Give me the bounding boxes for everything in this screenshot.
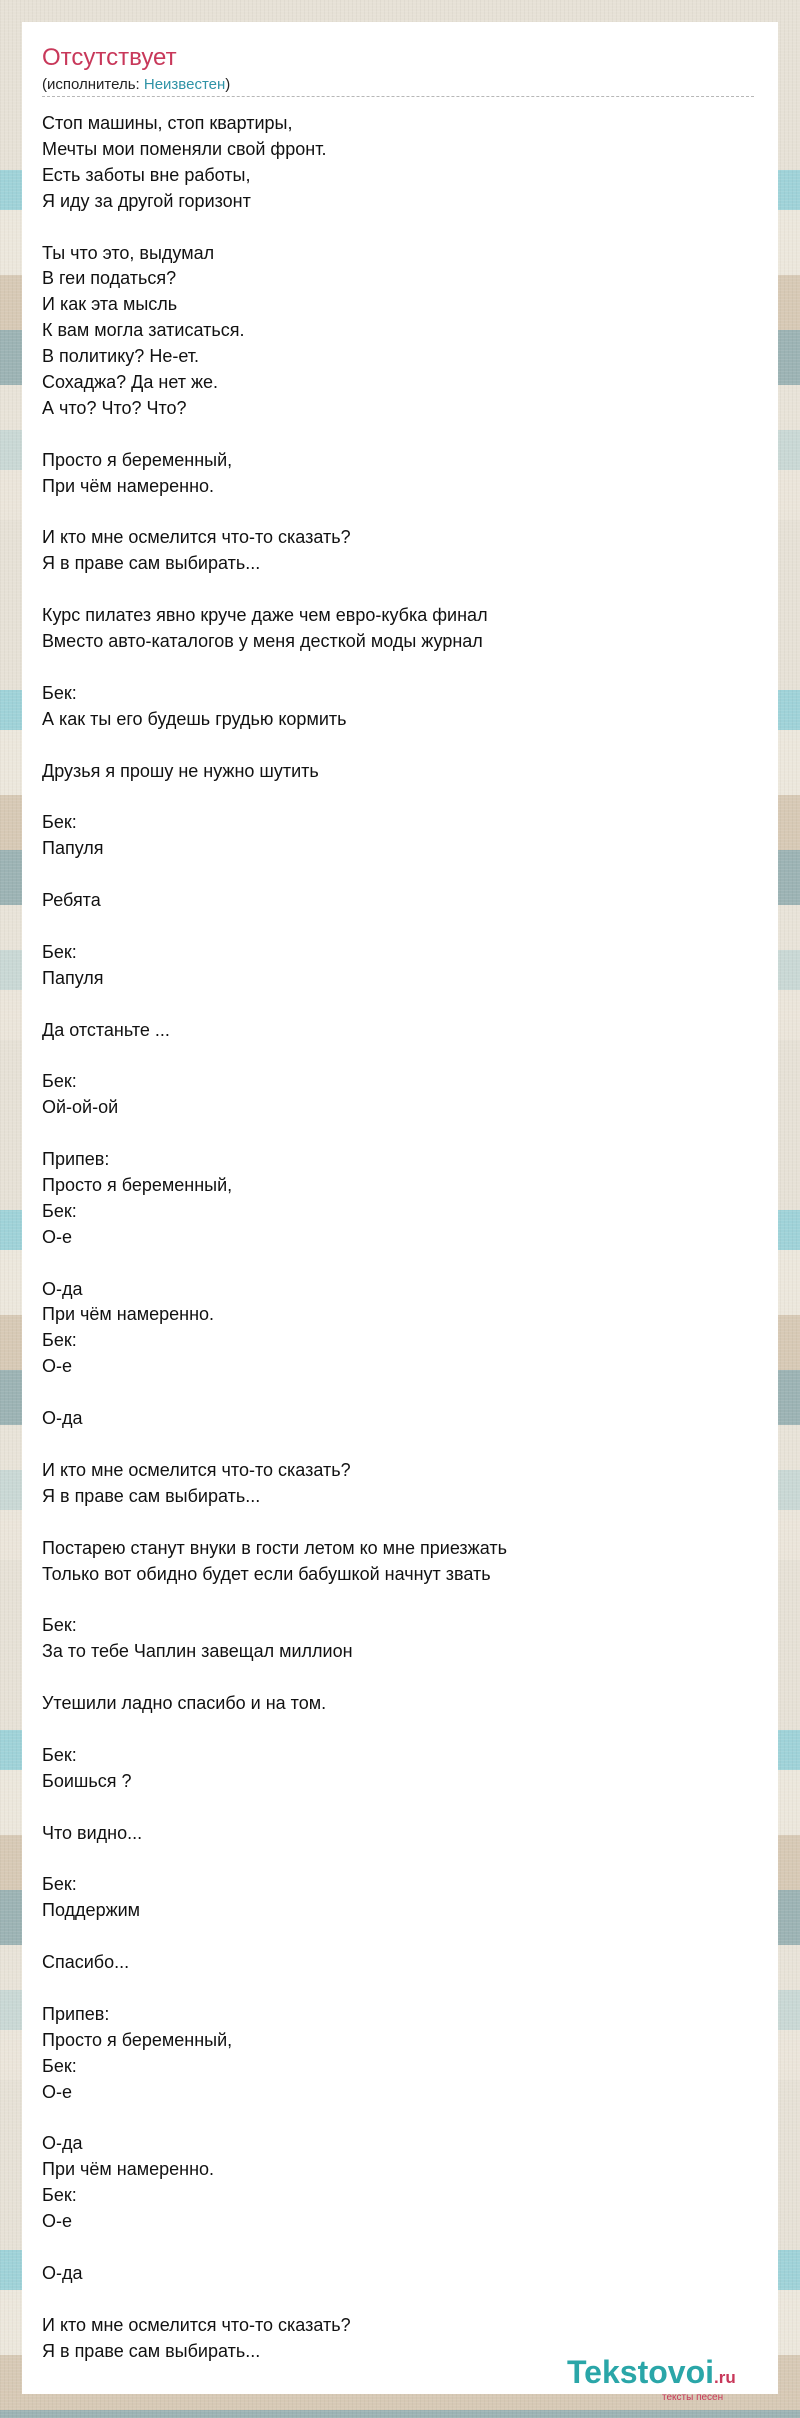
lyric-blank-line — [42, 422, 758, 448]
lyric-line: Просто я беременный, — [42, 2029, 233, 2050]
lyric-line: В политику? Не-ет. — [42, 346, 199, 367]
logo-tagline: тексты песен — [662, 2392, 724, 2403]
lyric-line: О-е — [42, 2211, 73, 2232]
lyric-line: Бек: — [42, 1200, 77, 1221]
lyric-blank-line — [42, 1924, 758, 1950]
lyric-line: Утешили ладно спасибо и на том. — [42, 1693, 327, 1713]
lyric-line: А что? Что? Что? — [42, 397, 187, 418]
lyric-blank-line — [42, 1665, 758, 1691]
lyric-line: Есть заботы вне работы, — [42, 164, 251, 185]
lyric-blank-line — [42, 1510, 758, 1536]
lyric-blank-line — [42, 577, 758, 603]
lyric-line: Просто я беременный, — [42, 449, 233, 470]
lyric-line: Постарею станут внуки в гости летом ко мне приезжать — [42, 1537, 507, 1558]
artist-link[interactable]: Неизвестен — [143, 76, 226, 93]
lyric-line: Что видно... — [42, 1822, 143, 1843]
lyric-blank-line — [42, 655, 758, 681]
lyric-line: И кто мне осмелится что-то сказать? — [42, 527, 351, 548]
logo-domain: .ru — [714, 2368, 736, 2387]
lyric-line: И как эта мысль — [42, 294, 178, 315]
lyric-line: Ой-ой-ой — [42, 1097, 119, 1118]
lyric-line: Ребята — [42, 890, 101, 911]
lyric-blank-line — [42, 992, 758, 1018]
logo-name: Tekstovoi — [567, 2354, 714, 2390]
lyric-line: Бек: — [42, 941, 77, 962]
lyric-line: Бек: — [42, 1615, 77, 1636]
lyric-line: При чём намеренно. — [42, 475, 215, 496]
lyric-blank-line — [42, 1846, 758, 1872]
lyric-line: Я в праве сам выбирать... — [42, 2340, 261, 2361]
lyric-line: Бек: — [42, 1874, 77, 1895]
lyric-line: Спасибо... — [42, 1952, 130, 1972]
lyric-blank-line — [42, 2235, 758, 2261]
lyric-line: А как ты его будешь грудью кормить — [42, 708, 347, 729]
lyric-line: Припев: — [42, 1149, 110, 1170]
lyrics-text — [42, 111, 758, 2364]
lyric-blank-line — [42, 2287, 758, 2313]
lyric-line: И кто мне осмелится что-то сказать? — [42, 2314, 351, 2335]
lyric-line: Да отстаньте ... — [42, 1019, 170, 1040]
lyric-line: О-е — [42, 2081, 73, 2102]
lyric-line: Папуля — [42, 967, 104, 988]
lyric-line: Только вот обидно будет если бабушкой начнут звать — [42, 1563, 491, 1584]
performer-suffix: ) — [225, 76, 231, 93]
lyric-line: О-е — [42, 1226, 73, 1247]
lyric-line: О-да — [42, 1408, 83, 1429]
lyric-line: О-да — [42, 2133, 83, 2154]
lyric-line: Я иду за другой горизонт — [42, 190, 251, 211]
lyric-blank-line — [42, 733, 758, 759]
lyric-line: О-да — [42, 2262, 83, 2283]
lyric-line: При чём намеренно. — [42, 1304, 215, 1325]
lyric-blank-line — [42, 1717, 758, 1743]
lyric-line: Папуля — [42, 838, 104, 859]
lyric-line: Бек: — [42, 2185, 77, 2206]
lyric-line: Боишься ? — [42, 1770, 132, 1791]
lyric-line: Мечты мои поменяли свой фронт. — [42, 138, 327, 159]
lyric-blank-line — [42, 862, 758, 888]
lyric-line: Сохаджа? Да нет же. — [42, 372, 219, 393]
lyric-line: Припев: — [42, 2003, 110, 2024]
title-divider — [42, 96, 754, 97]
lyric-blank-line — [42, 914, 758, 940]
lyric-line: Бек: — [42, 1330, 77, 1351]
lyric-blank-line — [42, 1976, 758, 2002]
performer-prefix: (исполнитель: — [42, 76, 144, 93]
lyric-line: Поддержим — [42, 1900, 141, 1921]
lyric-line: В геи податься? — [42, 268, 177, 289]
lyric-line: Просто я беременный, — [42, 1174, 233, 1195]
lyric-line: О-да — [42, 1278, 83, 1299]
lyric-line: За то тебе Чаплин завещал миллион — [42, 1641, 353, 1662]
lyric-line: О-е — [42, 1356, 73, 1377]
lyric-blank-line — [42, 1432, 758, 1458]
lyric-blank-line — [42, 1251, 758, 1277]
site-logo[interactable] — [567, 2355, 777, 2405]
lyric-line: При чём намеренно. — [42, 2159, 215, 2180]
lyric-line: Я в праве сам выбирать... — [42, 553, 261, 574]
lyric-blank-line — [42, 500, 758, 526]
lyric-line: Я в праве сам выбирать... — [42, 1485, 261, 1506]
lyric-blank-line — [42, 1043, 758, 1069]
lyric-line: Стоп машины, стоп квартиры, — [42, 113, 293, 133]
lyrics-card — [22, 22, 778, 2394]
lyric-line: Курс пилатез явно круче даже чем евро-кубка финал — [42, 605, 488, 626]
lyric-blank-line — [42, 784, 758, 810]
lyric-line: К вам могла затисаться. — [42, 320, 245, 341]
lyric-line: Бек: — [42, 812, 77, 833]
lyric-line: Бек: — [42, 1744, 77, 1765]
lyric-blank-line — [42, 1380, 758, 1406]
lyric-blank-line — [42, 2105, 758, 2131]
lyric-line: И кто мне осмелится что-то сказать? — [42, 1459, 351, 1480]
performer-line — [42, 76, 758, 94]
song-title: Отсутствует — [42, 44, 177, 71]
lyric-blank-line — [42, 215, 758, 241]
lyric-blank-line — [42, 1587, 758, 1613]
lyric-blank-line — [42, 1121, 758, 1147]
lyric-blank-line — [42, 1795, 758, 1821]
lyric-line: Ты что это, выдумал — [42, 242, 215, 263]
lyric-line: Бек: — [42, 1071, 77, 1092]
lyric-line: Бек: — [42, 2055, 77, 2076]
lyric-line: Бек: — [42, 682, 77, 703]
lyric-line: Друзья я прошу не нужно шутить — [42, 760, 319, 781]
lyric-line: Вместо авто-каталогов у меня десткой моды журнал — [42, 631, 483, 652]
